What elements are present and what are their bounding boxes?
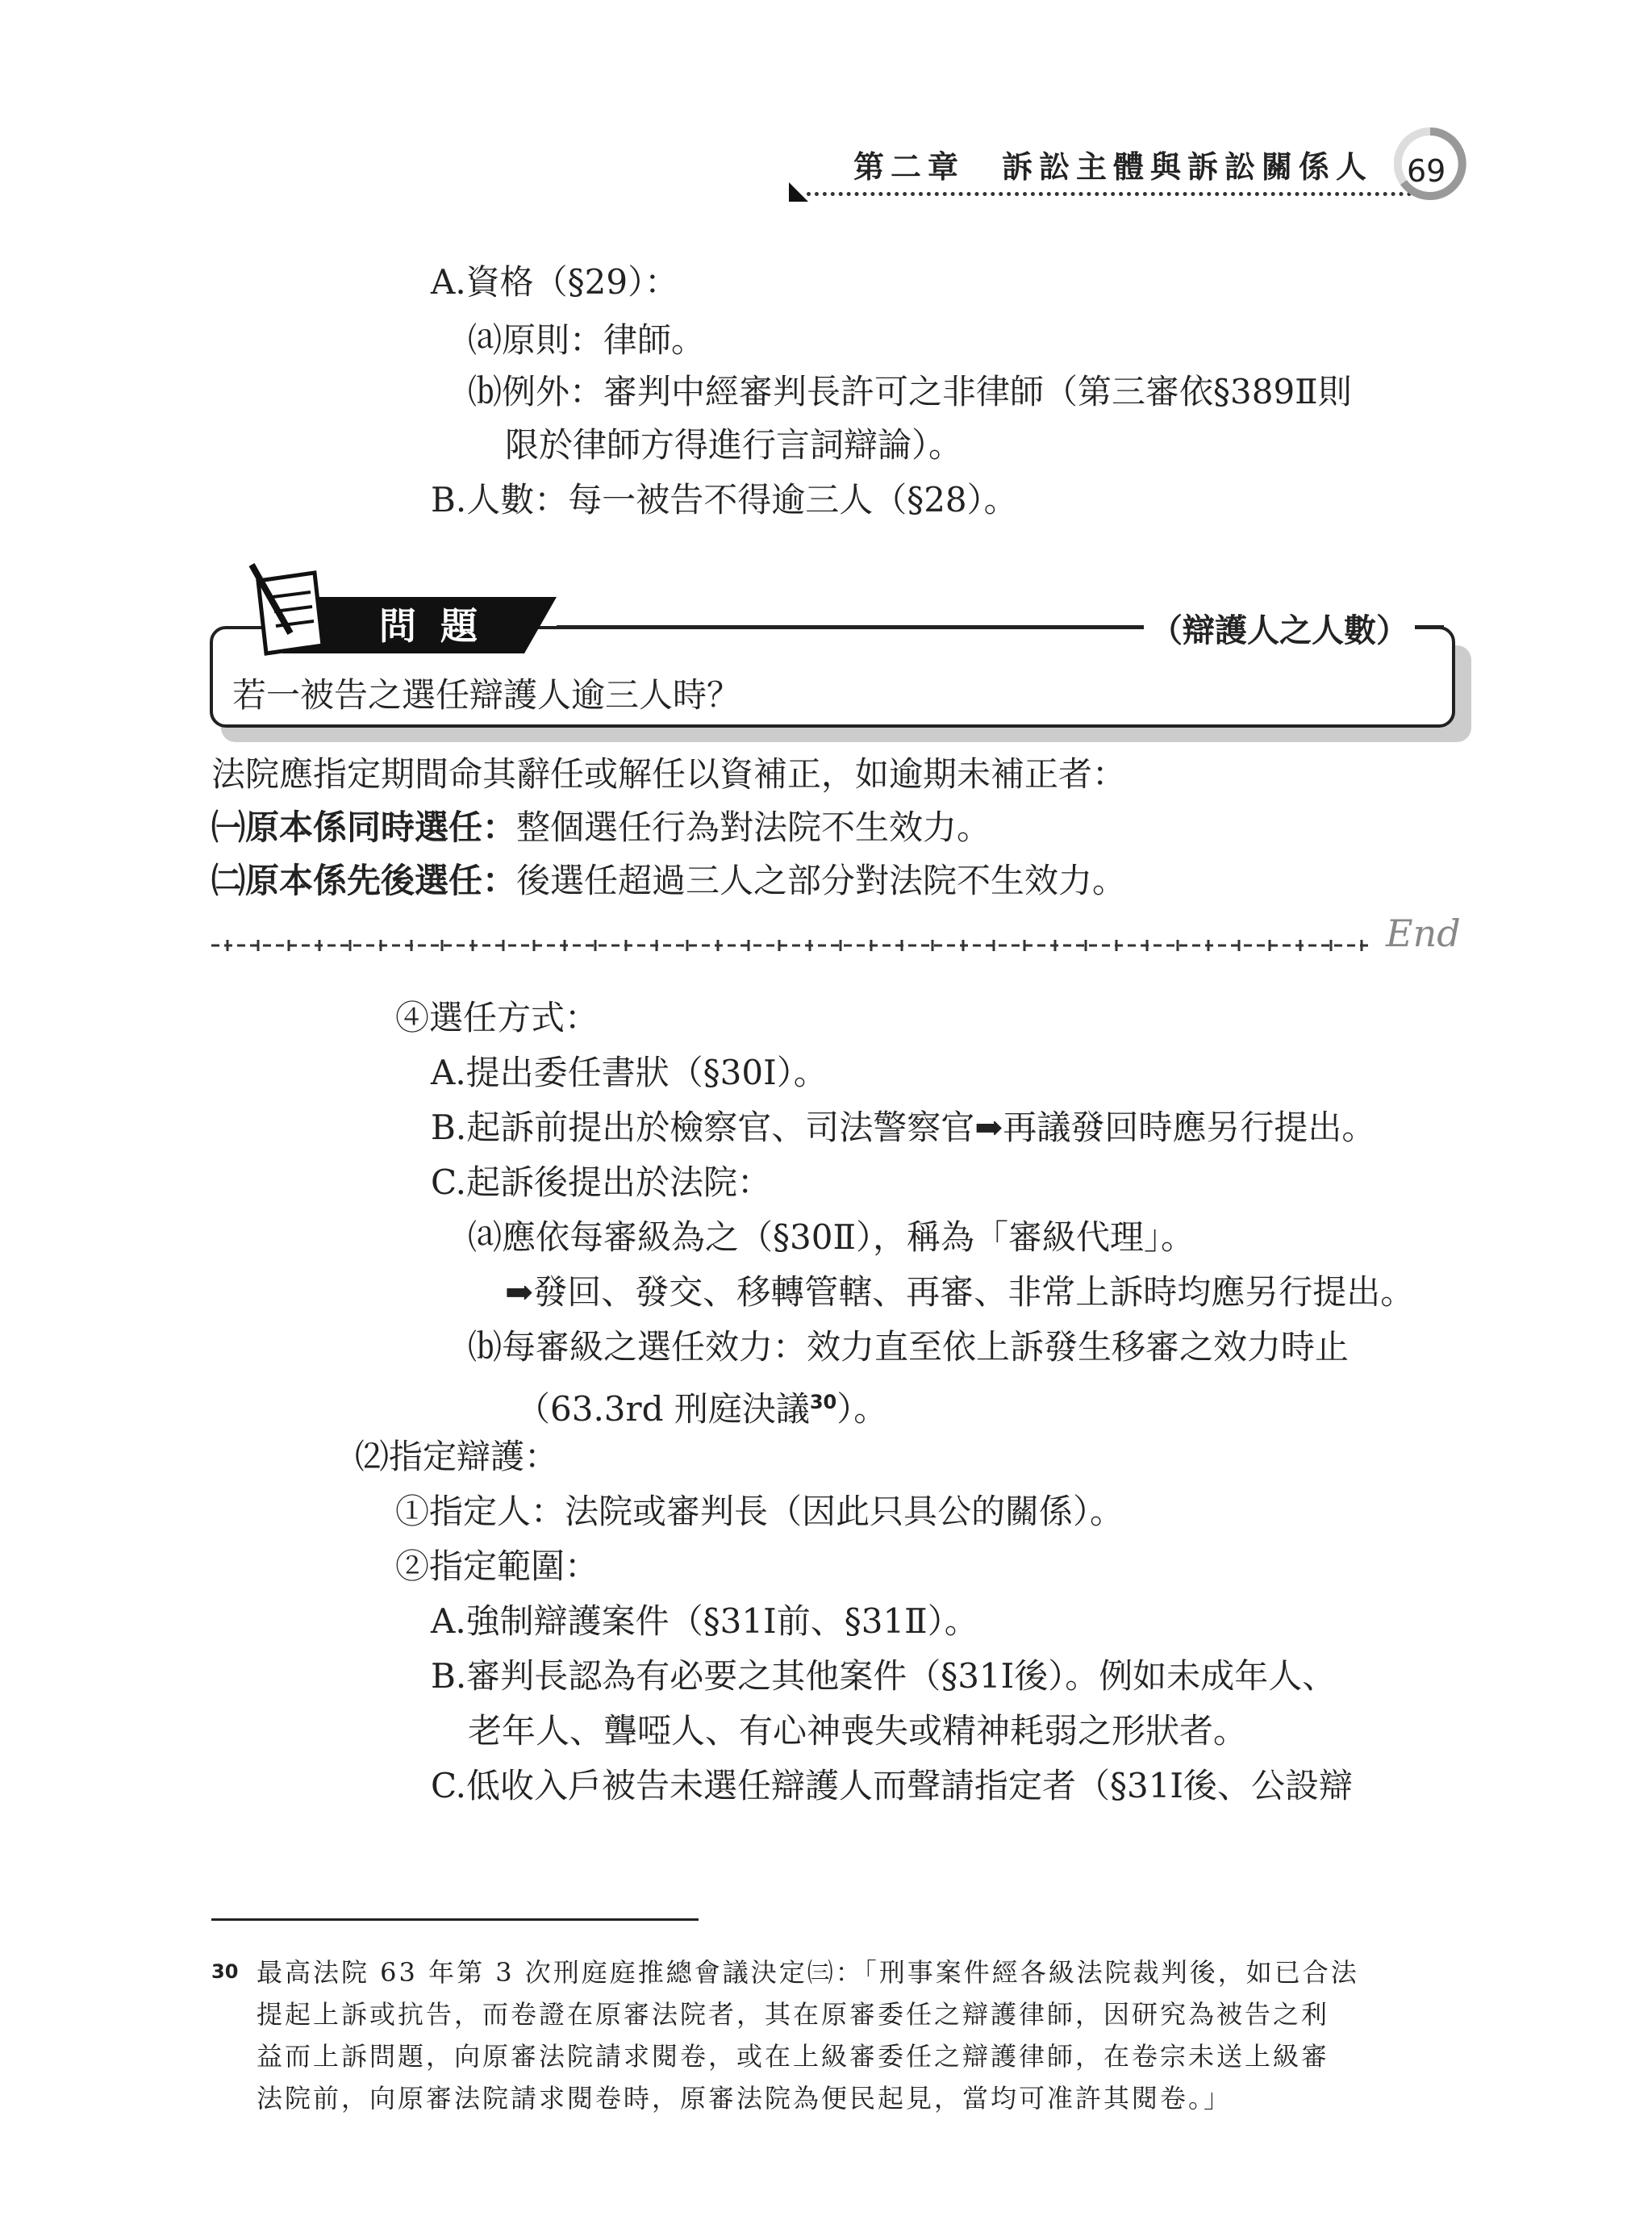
footnote-line-4: 法院前，向原審法院請求閱卷時，原審法院為便民起見，當均可准許其閱卷。」 bbox=[257, 2083, 1233, 2114]
method-c-b-cont bbox=[516, 1378, 887, 1434]
answer-item-1-text: 整個選任行為對法院不生效力。 bbox=[516, 808, 991, 847]
answer-intro: 法院應指定期間命其辭任或解任以資補正，如逾期未補正者： bbox=[211, 754, 1127, 794]
qualification-heading: A.資格（§29）： bbox=[431, 262, 679, 302]
appointment-method-heading: ④選任方式： bbox=[395, 998, 599, 1037]
question-text: 若一被告之選任辯護人逾三人時？ bbox=[232, 675, 741, 715]
question-topic: （辯護人之人數） bbox=[1144, 605, 1415, 651]
exception-line-cont: 限於律師方得進行言詞辯論）。 bbox=[505, 425, 963, 465]
answer-item-1-label: ㈠原本係同時選任： bbox=[211, 808, 517, 847]
notepad-pencil-icon bbox=[234, 557, 339, 662]
footnote-line-1: 最高法院 63 年第 3 次刑庭庭推總會議決定㈢：「刑事案件經各級法院裁判後，如已合法 bbox=[257, 1957, 1359, 1988]
answer-item-2-label: ㈡原本係先後選任： bbox=[211, 861, 517, 900]
scope-a: A.強制辯護案件（§31Ⅰ前、§31Ⅱ）。 bbox=[431, 1601, 978, 1641]
footnote-line-2: 提起上訴或抗告，而卷證在原審法院者，其在原審委任之辯護律師，因研究為被告之利 bbox=[257, 1999, 1330, 2030]
method-c-a: ⒜應依每審級為之（§30Ⅱ），稱為「審級代理」。 bbox=[468, 1217, 1195, 1257]
footnote-ref[interactable]: 30 bbox=[809, 1391, 837, 1413]
method-b: B.起訴前提出於檢察官、司法警察官➡再議發回時應另行提出。 bbox=[431, 1108, 1376, 1147]
method-c-b: ⒝每審級之選任效力：效力直至依上訴發生移審之效力時止 bbox=[468, 1327, 1350, 1367]
question-label: 問題 bbox=[379, 604, 502, 648]
designator-line: ①指定人：法院或審判長（因此只具公的關係）。 bbox=[395, 1492, 1124, 1531]
answer-item-1 bbox=[211, 803, 991, 852]
question-box bbox=[202, 557, 1476, 758]
end-mark: End bbox=[1386, 912, 1461, 955]
footnote-number: 30 bbox=[211, 1960, 239, 1983]
scope-b-cont: 老年人、聾啞人、有心神喪失或精神耗弱之形狀者。 bbox=[468, 1711, 1248, 1751]
answer-item-2-text: 後選任超過三人之部分對法院不生效力。 bbox=[516, 861, 1127, 900]
method-c: C.起訴後提出於法院： bbox=[431, 1162, 771, 1202]
resolution-ref-close: ）。 bbox=[836, 1389, 888, 1429]
end-separator bbox=[211, 937, 1381, 954]
chapter-title: 第二章 訴訟主體與訴訟關係人 bbox=[853, 149, 1374, 185]
number-limit-line: B.人數：每一被告不得逾三人（§28）。 bbox=[431, 480, 1018, 520]
page-number: 69 bbox=[1407, 153, 1446, 189]
resolution-ref: （63.3rd 刑庭決議 bbox=[516, 1389, 810, 1429]
header-triangle bbox=[789, 182, 808, 202]
footnote-rule bbox=[211, 1918, 699, 1921]
principle-line: ⒜原則：律師。 bbox=[468, 320, 706, 360]
exception-line: ⒝例外：審判中經審判長許可之非律師（第三審依§389Ⅱ則 bbox=[468, 372, 1352, 411]
scope-c: C.低收入戶被告未選任辯護人而聲請指定者（§31Ⅰ後、公設辯 bbox=[431, 1766, 1354, 1805]
footnote-line-3: 益而上訴問題，向原審法院請求閱卷，或在上級審委任之辯護律師，在卷宗未送上級審 bbox=[257, 2041, 1330, 2072]
scope-heading: ②指定範圍： bbox=[395, 1546, 599, 1586]
method-a: A.提出委任書狀（§30Ⅰ）。 bbox=[431, 1053, 828, 1092]
designated-defense-heading: ⑵指定辯護： bbox=[355, 1437, 559, 1476]
answer-item-2 bbox=[211, 857, 1126, 905]
header-dotted-rule bbox=[807, 192, 1436, 196]
method-c-a-note: ➡發回、發交、移轉管轄、再審、非常上訴時均應另行提出。 bbox=[505, 1272, 1415, 1312]
scope-b: B.審判長認為有必要之其他案件（§31Ⅰ後）。例如未成年人、 bbox=[431, 1656, 1337, 1696]
